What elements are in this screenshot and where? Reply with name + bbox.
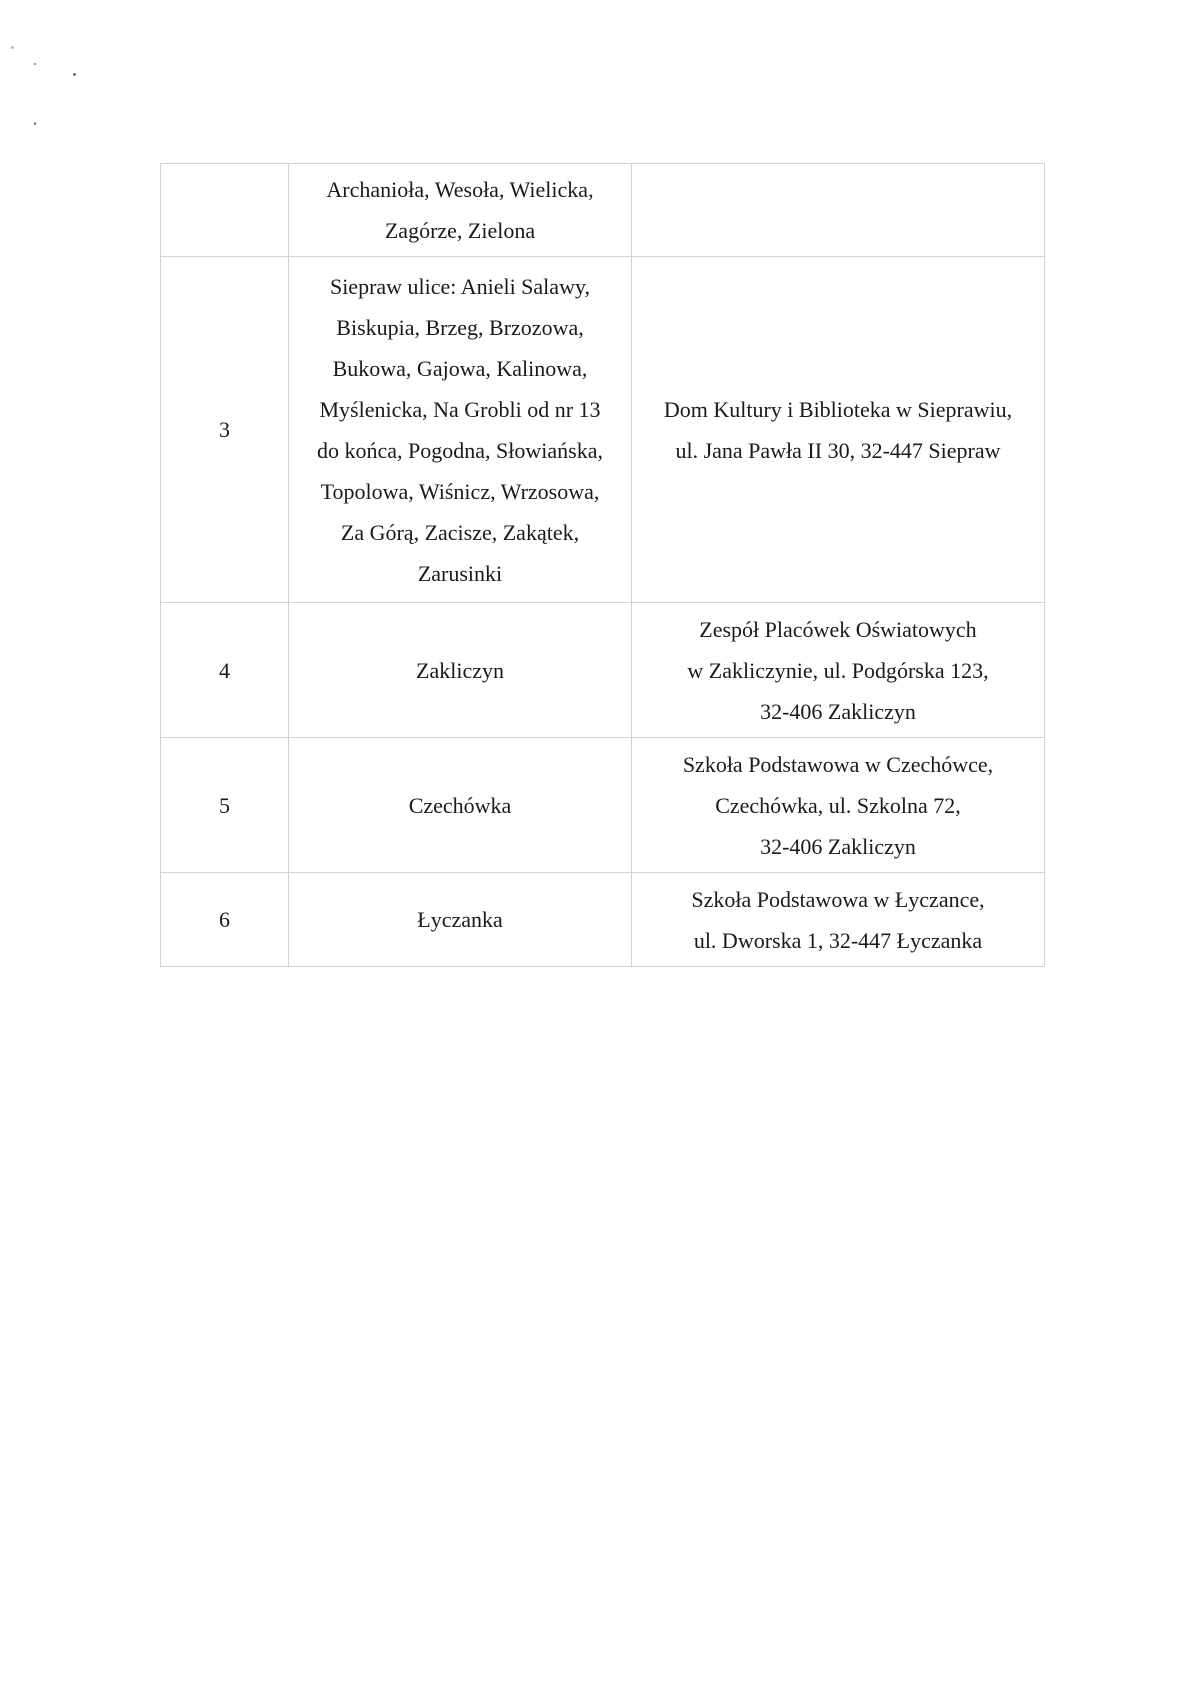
scan-speck (11, 46, 14, 49)
district-area-cell (289, 257, 632, 603)
station-line: Czechówka, ul. Szkolna 72, (715, 792, 961, 818)
district-number-cell: 3 (161, 257, 289, 603)
station-line: Szkoła Podstawowa w Łyczance, (691, 886, 985, 912)
polling-station-cell (632, 164, 1045, 257)
station-line: Zespół Placówek Oświatowych (699, 616, 977, 642)
polling-station-cell (632, 603, 1045, 738)
district-number-cell: 4 (161, 603, 289, 738)
station-line: Szkoła Podstawowa w Czechówce, (682, 751, 994, 777)
area-line: Archanioła, Wesoła, Wielicka, (326, 177, 594, 202)
polling-districts-table (160, 163, 1045, 967)
district-area-cell (289, 873, 632, 967)
table-row (161, 873, 1045, 967)
area-line: Czechówka (408, 792, 512, 818)
area-line: Bukowa, Gajowa, Kalinowa, (332, 355, 588, 381)
area-line: Biskupia, Brzeg, Brzozowa, (336, 314, 584, 340)
polling-station-cell (632, 738, 1045, 873)
district-area-cell (289, 164, 632, 257)
scan-speck (73, 73, 76, 76)
area-line: Topolowa, Wiśnicz, Wrzosowa, (320, 478, 600, 504)
area-line: Za Górą, Zacisze, Zakątek, (340, 519, 580, 545)
station-line: w Zakliczynie, ul. Podgórska 123, (687, 657, 989, 683)
polling-station-cell (632, 257, 1045, 603)
table-row (161, 603, 1045, 738)
area-line: do końca, Pogodna, Słowiańska, (317, 437, 603, 463)
polling-station-cell (632, 873, 1045, 967)
district-number-cell (161, 164, 289, 257)
area-line: Zarusinki (417, 560, 503, 586)
station-line: 32-406 Zakliczyn (760, 833, 916, 859)
station-line: ul. Jana Pawła II 30, 32-447 Siepraw (675, 437, 1001, 463)
area-line: Siepraw ulice: Anieli Salawy, (329, 273, 591, 299)
station-line: ul. Dworska 1, 32-447 Łyczanka (693, 927, 983, 953)
table-row (161, 738, 1045, 873)
table-row (161, 257, 1045, 603)
area-line: Myślenicka, Na Grobli od nr 13 (319, 396, 601, 422)
area-line: Zakliczyn (416, 657, 504, 683)
district-number-cell: 5 (161, 738, 289, 873)
station-line: Dom Kultury i Biblioteka w Sieprawiu, (663, 396, 1013, 422)
district-area-cell (289, 603, 632, 738)
table-row (161, 164, 1045, 257)
area-line: Zagórze, Zielona (384, 218, 536, 243)
district-area-cell (289, 738, 632, 873)
station-line: 32-406 Zakliczyn (760, 698, 916, 724)
district-number-cell: 6 (161, 873, 289, 967)
area-line: Łyczanka (417, 907, 503, 932)
scan-speck (34, 122, 36, 125)
scan-speck (34, 63, 36, 65)
